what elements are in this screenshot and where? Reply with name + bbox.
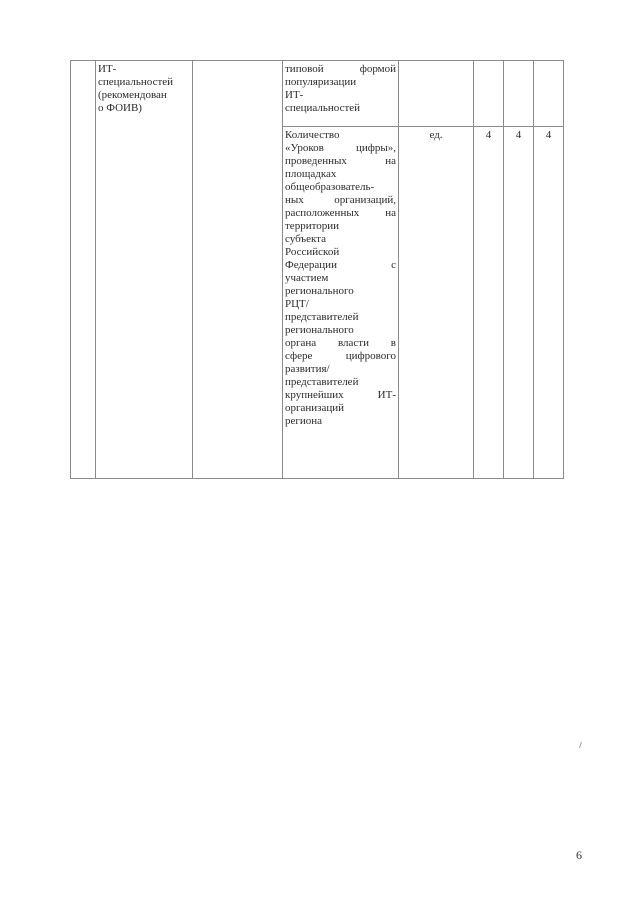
- cell-line: [285, 272, 396, 285]
- cell-line: (рекомендован: [98, 89, 167, 101]
- cell-word: популяризации: [285, 76, 357, 88]
- cell-line: [285, 207, 396, 220]
- cell-word: субъекта: [285, 233, 327, 245]
- value-cell: 4: [474, 127, 504, 479]
- cell-word: «Уроков: [285, 142, 324, 154]
- cell-word: сфере: [285, 350, 313, 362]
- cell-line: [285, 363, 396, 376]
- cell-line: [285, 89, 396, 102]
- cell-word: специальностей: [285, 102, 361, 114]
- cell-line: [285, 389, 396, 402]
- cell-line: [285, 311, 396, 324]
- cell-word: с: [391, 259, 396, 271]
- cell-word: представителей: [285, 311, 359, 323]
- cell-line: [285, 220, 396, 233]
- cell-word: власти: [337, 337, 369, 349]
- cell-word: регионального: [285, 324, 354, 336]
- scan-mark: [579, 742, 582, 748]
- cell-word: проведенных: [285, 155, 347, 167]
- cell-line: [285, 402, 396, 415]
- row-number-cell: [71, 61, 96, 479]
- value-cell: [534, 61, 564, 127]
- cell-line: [285, 246, 396, 259]
- cell-word: органа: [285, 337, 317, 349]
- cell-word: на: [385, 207, 396, 219]
- cell-word: Российской: [285, 246, 340, 258]
- unit-cell: ед.: [399, 127, 474, 479]
- cell-word: организаций,: [334, 194, 396, 206]
- page-number: 6: [576, 848, 582, 862]
- cell-word: ИТ-: [285, 89, 304, 101]
- cell-lines: [285, 63, 396, 115]
- value-cell: [504, 61, 534, 127]
- cell-word: крупнейших: [285, 389, 344, 401]
- cell-line: [285, 415, 396, 428]
- cell-line: [285, 63, 396, 76]
- cell-word: организаций: [285, 402, 345, 414]
- cell-word: регионального: [285, 285, 354, 297]
- cell-word: на: [385, 155, 396, 167]
- cell-line: [285, 350, 396, 363]
- cell-word: территории: [285, 220, 340, 232]
- empty-cell: [193, 61, 283, 479]
- indicator-description-cell: [283, 61, 399, 127]
- cell-word: ИТ-: [377, 389, 396, 401]
- cell-word: формой: [359, 63, 396, 75]
- cell-word: в: [390, 337, 396, 349]
- cell-word: типовой: [285, 63, 324, 75]
- cell-line: [285, 259, 396, 272]
- cell-word: площадках: [285, 168, 337, 180]
- indicator-description-cell: [283, 127, 399, 479]
- cell-line: [285, 181, 396, 194]
- cell-word: расположенных: [285, 207, 360, 219]
- cell-line: [285, 285, 396, 298]
- indicators-table: [70, 60, 564, 479]
- cell-word: представителей: [285, 376, 359, 388]
- indicator-source-cell: [96, 61, 193, 479]
- table-row: [71, 61, 564, 127]
- cell-line: [285, 194, 396, 207]
- cell-line: [285, 324, 396, 337]
- value-cell: 4: [504, 127, 534, 479]
- cell-word: развития/: [285, 363, 330, 375]
- cell-word: участием: [285, 272, 329, 284]
- cell-word: цифрового: [345, 350, 396, 362]
- cell-word: РЦТ/: [285, 298, 309, 310]
- cell-line: [285, 298, 396, 311]
- cell-line: [285, 142, 396, 155]
- cell-line: [285, 102, 396, 115]
- cell-line: о ФОИВ): [98, 102, 142, 114]
- unit-cell: [399, 61, 474, 127]
- cell-line: [285, 76, 396, 89]
- value-cell: [474, 61, 504, 127]
- cell-word: общеобразователь-: [285, 181, 375, 193]
- cell-line: [285, 233, 396, 246]
- cell-line: специальностей: [98, 76, 174, 88]
- cell-line: ИТ-: [98, 63, 117, 75]
- cell-word: региона: [285, 415, 323, 427]
- cell-word: Федерации: [285, 259, 337, 271]
- cell-word: цифры»,: [355, 142, 396, 154]
- value-cell: 4: [534, 127, 564, 479]
- cell-lines: [285, 129, 396, 428]
- cell-line: [285, 376, 396, 389]
- cell-line: [285, 129, 396, 142]
- cell-word: Количество: [285, 129, 340, 141]
- cell-line: [285, 337, 396, 350]
- cell-word: ных: [285, 194, 304, 206]
- cell-line: [285, 155, 396, 168]
- cell-line: [285, 168, 396, 181]
